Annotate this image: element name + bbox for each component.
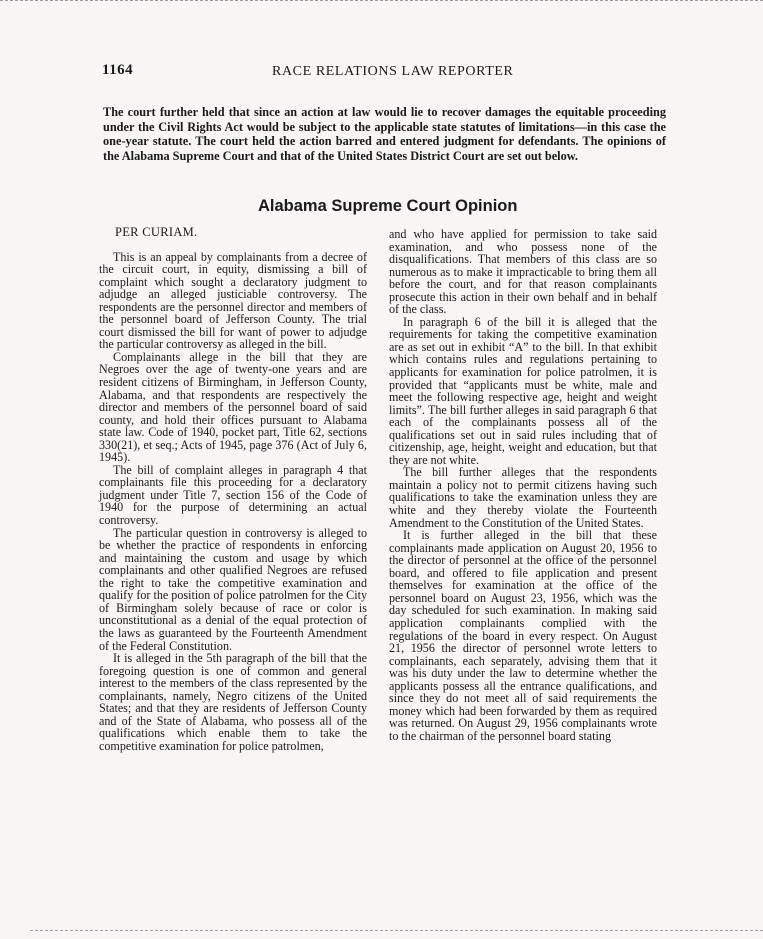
scan-top-edge — [0, 0, 763, 5]
body-paragraph: This is an appeal by complainants from a decree of the circuit court, in equity, dismissing a bill of complaint which sought a declaratory judgment to adjudge an alleged justiciable controversy. The respondents are the personnel director and members of the personnel board of Jefferson County. The trial court dismissed the bill for want of power to adjudge the particular controversy as alleged in the bill. — [99, 249, 367, 352]
body-paragraph: The particular question in controversy is alleged to be whether the practice of respondents in enforcing and maintaining the custom and usage by which complainants and other qualified Negroes are refused the right to take the competitive examination and qualify for the position of police patrolmen for the City of Birmingham solely because of race or color is unconstitutional as a denial of the equal protection of the laws as guaranteed by the Fourteenth Amendment of the Federal Constitution. — [99, 525, 367, 653]
scan-bottom-edge — [30, 930, 763, 932]
body-paragraph: It is further alleged in the bill that these complainants made application on August 20, 1956 to the director of personnel at the office of the personnel board, and offered to file application and present themselves for examination at the office of the personnel board on August 23, 1956, which was the day scheduled for such examination. In making said application complainants complied with the regulations of the board in every respect. On August 21, 1956 the director of personnel wrote letters to complainants, each separately, advising them that it was his duty under the law to determine whether the applicants possess all the entrance qualifications, and since they do not meet all of said requirements the money which had been forwarded by them as required was returned. On August 29, 1956 complainants wrote to the chairman of the personnel board stating — [389, 528, 657, 743]
section-title: Alabama Supreme Court Opinion — [258, 197, 518, 215]
left-column — [99, 226, 367, 752]
per-curiam-heading: PER CURIAM. — [115, 225, 198, 239]
summary-paragraph: The court further held that since an action at law would lie to recover damages the equitable proceeding under the Civil Rights Act would be subject to the applicable state statutes of limitations—in this case the one-year statute. The court held the action barred and entered judgment for defendants. The opinions of the Alabama Supreme Court and that of the United States District Court are set out below. — [103, 105, 666, 163]
body-paragraph: It is alleged in the 5th paragraph of the bill that the foregoing question is one of common and general interest to the members of the class represented by the complainants, namely, Negro citizens of the United States; and that they are residents of Jefferson County and of the State of Alabama, who possess all of the qualifications which enable them to take the competitive examination for police patrolmen, — [99, 651, 367, 753]
body-paragraph: The bill further alleges that the respondents maintain a policy not to permit citizens having such qualifications to take the examination unless they are white and they thereby violate the Fourteenth Amendment to the Constitution of the United States. — [389, 465, 657, 530]
body-paragraph: The bill of complaint alleges in paragraph 4 that complainants file this proceeding for a declaratory judgment under Title 7, section 156 of the Code of 1940 for the purpose of determining an actual controversy. — [99, 462, 367, 528]
page-number: 1164 — [102, 62, 134, 78]
body-paragraph: and who have applied for permission to take said examination, and who possess none of the disqualifications. That members of this class are so numerous as to make it impracticable to bring them all before the court, and for that reason complainants prosecute this action in their own behalf and in behalf of the class. — [389, 227, 657, 317]
body-paragraph: Complainants allege in the bill that they are Negroes over the age of twenty-one years and are resident citizens of Birmingham, in Jefferson County, Alabama, and that respondents are respectively the director and members of the personnel board of said county, and hold their offices pursuant to Alabama state law. Code of 1940, pocket part, Title 62, sections 330(21), et seq.; Acts of 1945, page 376 (Act of July 6, 1945). — [99, 349, 367, 465]
body-paragraph: In paragraph 6 of the bill it is alleged that the requirements for taking the competitive examination are as set out in exhibit “A” to the bill. In that exhibit which contains rules and regulations pertaining to applicants for examination for police patrolmen, it is provided that “applicants must be white, male and meet the following respective age, height and weight limits”. The bill further alleges in said paragraph 6 that each of the complainants possess all of the qualifications set out in said rules including that of citizenship, age, height, weight and education, but that they are not white. — [389, 314, 657, 467]
page-header — [102, 62, 662, 82]
right-column — [389, 228, 657, 742]
running-head: RACE RELATIONS LAW REPORTER — [272, 64, 514, 79]
